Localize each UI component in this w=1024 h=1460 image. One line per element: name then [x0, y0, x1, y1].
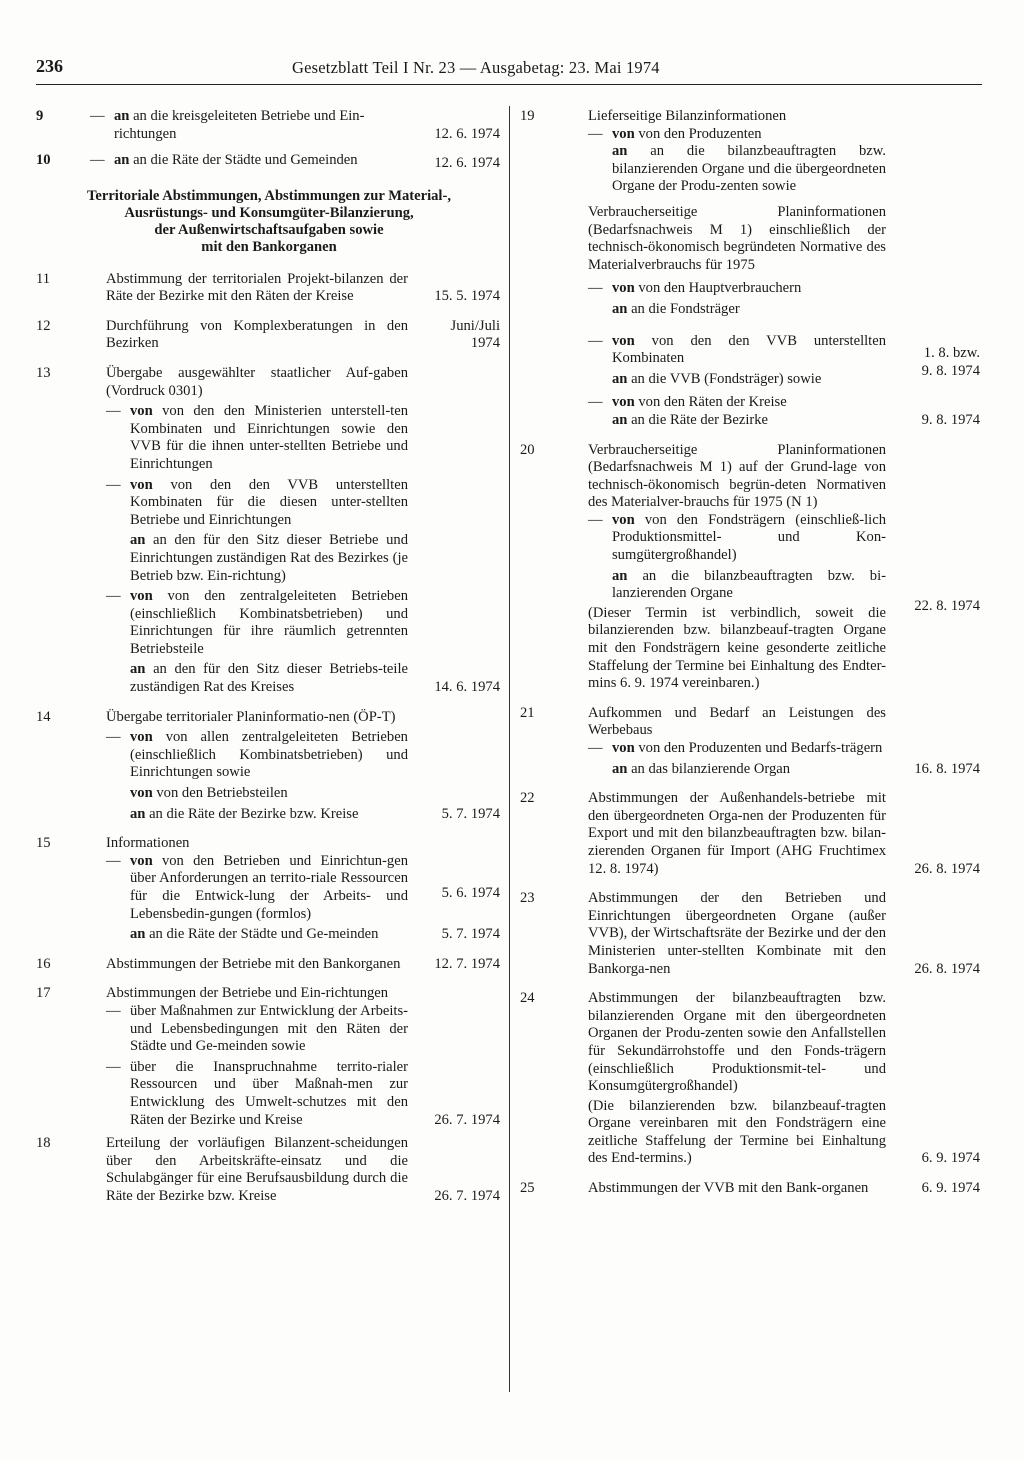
entry-date: 12. 6. 1974	[434, 125, 500, 142]
entry-number: 24	[520, 990, 535, 1007]
entry-13: 13 Übergabe ausgewählter staatlicher Auf-gaben (Vordruck 0301) — von von den den Ministerien unterstell-ten Kombinaten und Einrichtungen sowie den VVB für die ihnen unter-stellten Betriebe und Einrichtungen — von von den den VVB unterstellten Kombinaten für die diesen unter-stellten Betriebe und Einrichtungen an an den für den Sitz dieser Betriebe und Einrichtungen zuständigen Rat des Bezirkes (je Betrieb bzw. Ein-richtung) — von von den zentralgeleiteten Betrieben (einschließlich Kombinatsbetrieben) und Einrichtungen für ihre räumlich getrennten Betriebsteile an an den für den Sitz dieser Betriebs-teile zuständigen Rat des Kreises 5. 6. 1974 14. 6. 1974	[36, 364, 500, 901]
entry-note: (Die bilanzierenden bzw. bilanzbeauf-tragten Organe vereinbaren mit den Fondsträgern eine zeitliche Staffelung der Termine bei Einhaltung des End-termins.)	[588, 1097, 886, 1167]
entry-25	[518, 1180, 982, 1198]
entry-21: 21 Aufkommen und Bedarf an Leistungen des Werbebaus — von von den Produzenten und Bedarfs-trägern an an das bilanzierende Organ 16. 8. 1974	[520, 704, 980, 777]
entry-date: 26. 8. 1974	[914, 960, 980, 977]
page-header	[36, 58, 982, 85]
entry-9: 9 — an an die kreisgeleiteten Betriebe und Ein- richtungen 12. 6. 1974	[36, 108, 500, 142]
entry-text: Übergabe territorialer Planinformatio-nen (ÖP-T)	[106, 708, 396, 725]
entry-date: 26. 8. 1974	[914, 860, 980, 877]
entry-10: 10 — an an die Räte der Städte und Gemeinden 12. 6. 1974	[36, 152, 500, 172]
entry-date: 12. 7. 1974	[434, 955, 500, 972]
entry-number: 25	[520, 1180, 535, 1197]
entry-number: 10	[36, 152, 51, 169]
entry-text: an die kreisgeleiteten Betriebe und Ein-	[133, 108, 365, 124]
entry-text: Abstimmungen der Außenhandels-betriebe mit den übergeordneten Orga-nen der Produzenten für Export und mit den bilanzbeauftragten bzw. bilan-zierenden Organen für Import (AHG Fruchtimex 12. 8. 1974)	[588, 790, 886, 877]
entry-text: Verbraucherseitige Planinformationen (Bedarfsnachweis M 1) auf der Grund-lage von technisch-ökonomisch begrün-deten Normativen des Materialver-brauchs für 1975 (N 1)	[588, 441, 886, 511]
entry-date: 22. 8. 1974	[914, 597, 980, 614]
gazette-title: Gesetzblatt Teil I Nr. 23 — Ausgabetag: 23. Mai 1974	[292, 58, 660, 77]
entry-11	[36, 271, 502, 306]
entry-number: 20	[520, 441, 535, 458]
entry-text-cont: richtungen	[114, 125, 177, 142]
entry-number: 14	[36, 708, 51, 725]
entry-number: 15	[36, 835, 51, 852]
entry-date: 26. 7. 1974	[434, 1111, 500, 1128]
right-column	[518, 96, 982, 1198]
entry-number: 19	[520, 108, 535, 124]
entry-date: 6. 9. 1974	[921, 1150, 980, 1167]
entry-text: Informationen	[106, 835, 190, 852]
entry-14: 14 Übergabe territorialer Planinformatio-nen (ÖP-T) — von von allen zentralgeleiteten Betrieben (einschließlich Kombinatsbetrieben) und Einrichtungen sowie von von den Betriebsteilen an an die Räte der Bezirke bzw. Kreise 5. 7. 1974	[36, 708, 500, 822]
entry-20: 20 Verbraucherseitige Planinformationen (Bedarfsnachweis M 1) auf der Grund-lage von technisch-ökonomisch begrün-deten Normativen des Materialver-brauchs für 1975 (N 1) — von von den Fondsträgern (einschließ-lich Produktionsmittel- und Kon-sumgütergroßhandel) an an die bilanzbeauftragten bzw. bi-lanzierenden Organe (Dieser Termin ist verbindlich, soweit die bilanzierenden bzw. bilanzbeauf-tragten Organe mit den Fondsträgern keine gesonderte zeitliche Staffelung der Termine bei Einhaltung des Endter-mins 6. 9. 1974 vereinbaren.) 22. 8. 1974	[520, 441, 980, 692]
entry-number: 18	[36, 1135, 51, 1152]
entry-date: 5. 6. 1974	[441, 884, 500, 901]
entry-date: 14. 6. 1974	[434, 679, 500, 696]
entry-text: Abstimmung der territorialen Projekt-bilanzen der Räte der Bezirke mit den Räten der Kreise	[106, 270, 408, 305]
entry-18	[36, 1135, 502, 1205]
entry-24	[518, 990, 982, 1168]
entry-date: 12. 6. 1974	[434, 155, 500, 172]
entry-date: 9. 8. 1974	[921, 411, 980, 428]
entry-date: Juni/Juli 1974	[450, 317, 500, 352]
entry-number: 16	[36, 955, 51, 972]
entry-text: an die Räte der Städte und Gemeinden	[133, 152, 358, 169]
entry-number: 23	[520, 890, 535, 907]
column-divider	[509, 106, 510, 1392]
entry-text: Übergabe ausgewählter staatlicher Auf-gaben (Vordruck 0301)	[106, 364, 408, 399]
entry-date: 5. 7. 1974	[441, 926, 500, 943]
page-number: 236	[36, 56, 63, 76]
entry-number: 21	[520, 704, 535, 721]
entry-date: 16. 8. 1974	[914, 760, 980, 777]
entry-number: 22	[520, 790, 535, 807]
entry-text: Lieferseitige Bilanzinformationen	[588, 108, 787, 124]
entry-text: Aufkommen und Bedarf an Leistungen des Werbebaus	[588, 704, 886, 739]
entry-15: 15 Informationen — von von den Betrieben und Einrichtun-gen über Anforderungen an territo-riale Ressourcen für die Entwick-lung der Arbeits- und Lebensbedin-gungen (formlos) an an die Räte der Städte und Ge-meinden 5. 7. 1974	[36, 835, 500, 943]
entry-date: 15. 5. 1974	[434, 288, 500, 305]
entry-text: Durchführung von Komplexberatungen in den Bezirken	[106, 317, 408, 352]
entry-text: Abstimmungen der VVB mit den Bank-organen	[588, 1180, 869, 1197]
section-heading: Territoriale Abstimmungen, Abstimmungen zur Material-, Ausrüstungs- und Konsumgüter-Bilanzierung, der Außenwirtschaftsaufgaben sowie mit den Bankorganen	[86, 187, 451, 256]
entry-number: 17	[36, 985, 51, 1002]
entry-text: Abstimmungen der den Betrieben und Einrichtungen übergeordneten Organe (außer VVB), der Wirtschaftsräte der Bezirke und der den Ministerien unter-stellten Kombinate mit den Bankorga-nen	[588, 890, 886, 977]
entry-number: 11	[36, 270, 51, 287]
left-column	[36, 96, 502, 1206]
entry-16	[36, 956, 502, 974]
entry-12	[36, 318, 502, 353]
entry-19: 19 Lieferseitige Bilanzinformationen — von von den Produzenten an an die bilanzbeauftragten bzw. bilanzierenden Organe und die übergeordneten Organe der Produ-zenten sowie Verbraucherseitige Planinformationen (Bedarfsnachweis M 1) einschließlich der technisch-ökonomisch begründeten Normative des Materialverbrauchs für 1975 — von von den Hauptverbrauchern an an die Fondsträger — von von den den VVB unterstellten Kombinaten an an die VVB (Fondsträger) sowie — von von den Räten der Kreise an an die Räte der Bezirke 1. 8. bzw. 9. 8. 1974 9. 8. 1974	[520, 108, 980, 428]
entry-date: 6. 9. 1974	[921, 1180, 980, 1197]
entry-number: 9	[36, 108, 44, 124]
entry-note: (Dieser Termin ist verbindlich, soweit die bilanzierenden bzw. bilanzbeauf-tragten Organe mit den Fondsträgern keine gesonderte zeitliche Staffelung der Termine bei Einhaltung des Endter-mins 6. 9. 1974 vereinbaren.)	[588, 604, 886, 692]
entry-date: 26. 7. 1974	[434, 1187, 500, 1204]
entry-date: 1. 8. bzw. 9. 8. 1974	[921, 345, 980, 379]
entry-text: Abstimmungen der bilanzbeauftragten bzw. bilanzierenden Organe mit den übergeordneten Organen der Produ-zenten sowie den Anfallstellen für Sekundärrohstoffe und den Fonds-trägern (einschließlich Produktionsmit-tel- und Konsumgütergroßhandel)	[588, 990, 886, 1095]
entry-23	[518, 890, 982, 978]
entry-text: Abstimmungen der Betriebe und Ein-richtungen	[106, 985, 389, 1002]
entry-17: 17 Abstimmungen der Betriebe und Ein-richtungen — über Maßnahmen zur Entwicklung der Arbeits- und Lebensbedingungen mit den Räten der Städte und Ge-meinden sowie — über die Inanspruchnahme territo-rialer Ressourcen und über Maßnah-men zur Entwicklung des Umwelt-schutzes mit den Räten der Bezirke und Kreise 26. 7. 1974	[36, 985, 500, 1128]
entry-number: 13	[36, 364, 51, 381]
entry-number: 12	[36, 317, 51, 334]
entry-22	[518, 790, 982, 878]
entry-date: 5. 7. 1974	[441, 805, 500, 822]
entry-text: Erteilung der vorläufigen Bilanzent-scheidungen über den Arbeitskräfte-einsatz und die Schulabgänger für eine Berufsausbildung durch die Räte der Bezirke bzw. Kreise	[106, 1135, 408, 1204]
entry-text: Abstimmungen der Betriebe mit den Bankorganen	[106, 955, 401, 972]
